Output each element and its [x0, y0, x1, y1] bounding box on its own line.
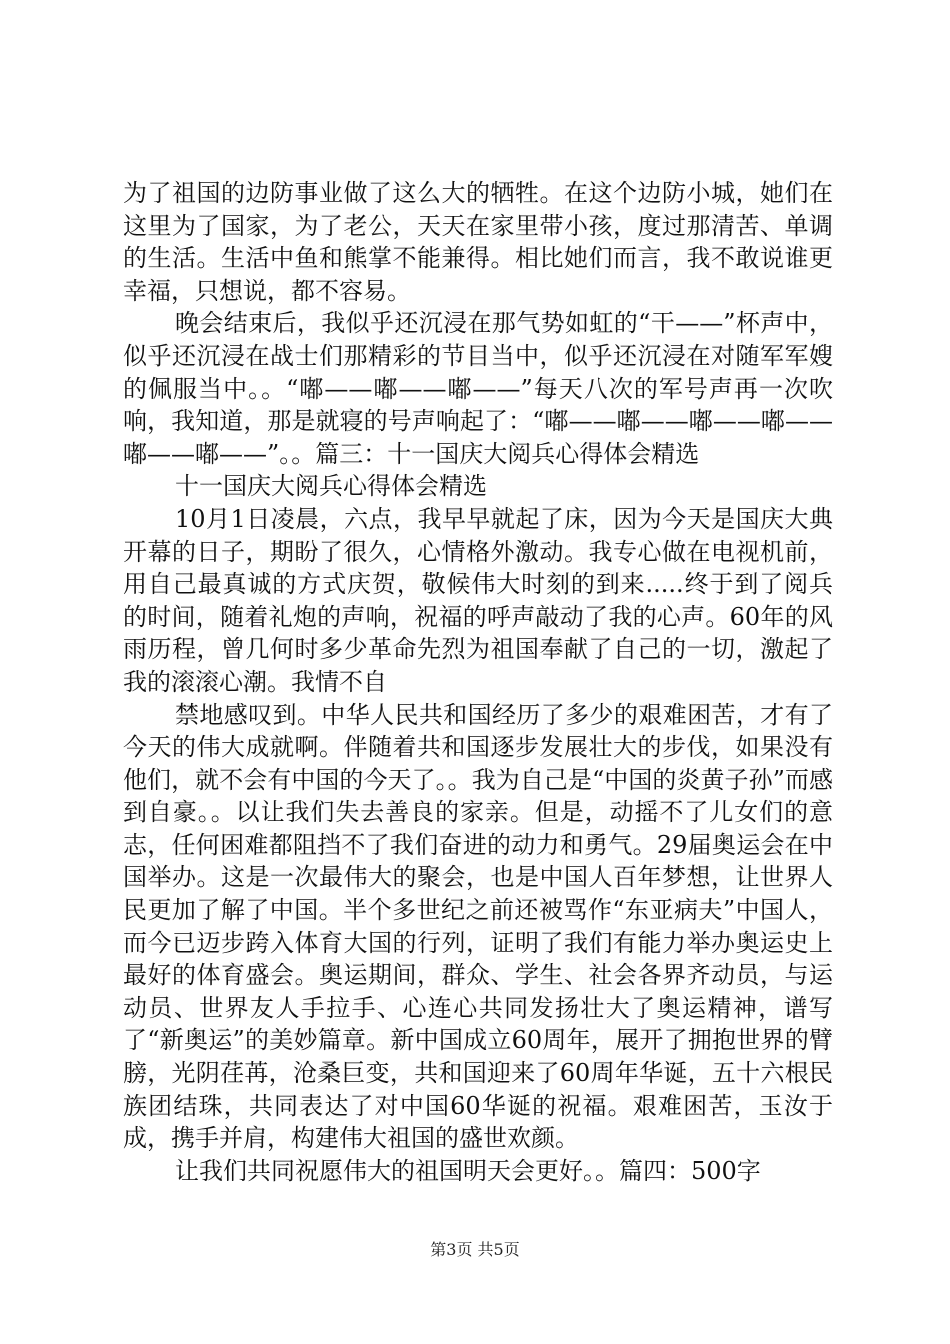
paragraph-3: 10月1日凌晨，六点，我早早就起了床，因为今天是国庆大典开幕的日子，期盼了很久，心情格外激动。我专心做在电视机前，用自己最真诚的方式庆贺，敬候伟大时刻的到来.....终于到了阅兵的时间，随着礼炮的声响，祝福的呼声敲动了我的心声。60年的风雨历程，曾几何时多少革命先烈为祖国奉献了自己的一切，激起了我的滚滚心潮。我情不自 — [123, 504, 833, 696]
document-body — [123, 177, 833, 1187]
paragraph-2: 晚会结束后，我似乎还沉浸在那气势如虹的“干——”杯声中，似乎还沉浸在战士们那精彩的节目当中，似乎还沉浸在对随军军嫂的佩服当中。。“嘟——嘟——嘟——”每天八次的军号声再一次吹响，我知道，那是就寝的号声响起了：“嘟——嘟——嘟——嘟——嘟——嘟——”。。篇三：十一国庆大阅兵心得体会精选 — [123, 309, 833, 468]
paragraph-5: 让我们共同祝愿伟大的祖国明天会更好。。篇四：500字 — [175, 1156, 761, 1185]
section-heading: 十一国庆大阅兵心得体会精选 — [175, 472, 487, 501]
page-number-footer: 第3页 共5页 — [430, 1240, 520, 1259]
paragraph-1: 为了祖国的边防事业做了这么大的牺牲。在这个边防小城，她们在这里为了国家，为了老公，天天在家里带小孩，度过那清苦、单调的生活。生活中鱼和熊掌不能兼得。相比她们而言，我不敢说谁更幸福，只想说，都不容易。 — [123, 179, 833, 305]
paragraph-4: 禁地感叹到。中华人民共和国经历了多少的艰难困苦，才有了今天的伟大成就啊。伴随着共和国逐步发展壮大的步伐，如果没有他们，就不会有中国的今天了。。我为自己是“中国的炎黄子孙”而感到自豪。。以让我们失去善良的家亲。但是，动摇不了儿女们的意志，任何困难都阻挡不了我们奋进的动力和勇气。29届奥运会在中国举办。这是一次最伟大的聚会，也是中国人百年梦想，让世界人民更加了解了中国。半个多世纪之前还被骂作“东亚病夫”中国人，而今已迈步跨入体育大国的行列，证明了我们有能力举办奥运史上最好的体育盛会。奥运期间，群众、学生、社会各界齐动员，与运动员、世界友人手拉手、心连心共同发扬壮大了奥运精神，谱写了“新奥运”的美妙篇章。新中国成立60周年，展开了拥抱世界的臂膀，光阴荏苒，沧桑巨变，共和国迎来了60周年华诞，五十六根民族团结珠，共同表达了对中国60华诞的祝福。艰难困苦，玉汝于成，携手并肩，构建伟大祖国的盛世欢颜。 — [123, 700, 833, 1153]
